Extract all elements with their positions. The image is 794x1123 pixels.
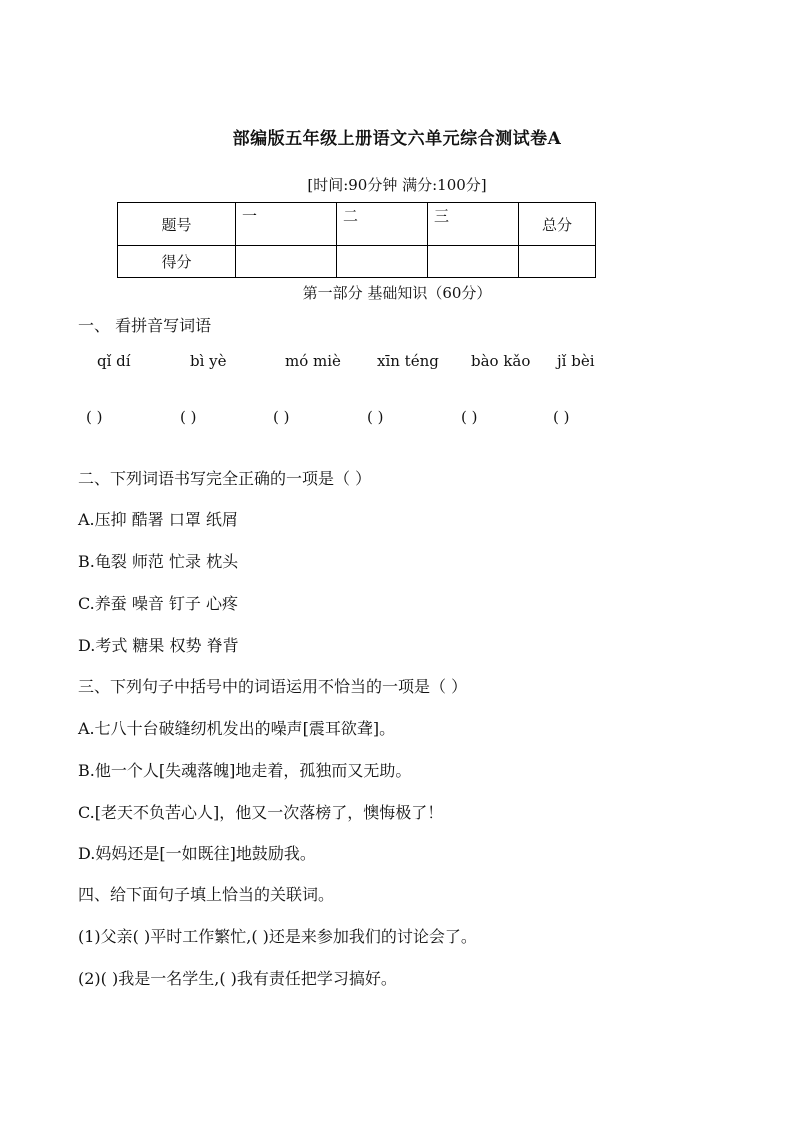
page-title: 部编版五年级上册语文六单元综合测试卷A — [232, 129, 562, 149]
question-3-option: D.妈妈还是[一如既往]地鼓励我。 — [78, 844, 316, 863]
answer-blank[interactable]: ( ) — [553, 408, 570, 426]
pinyin-item: mó miè — [285, 352, 341, 370]
answer-blank[interactable]: ( ) — [367, 408, 384, 426]
question-4-item: (2)( )我是一名学生,( )我有责任把学习搞好。 — [78, 969, 397, 988]
answer-blank[interactable]: ( ) — [273, 408, 290, 426]
score-table-header-3: 三 — [428, 203, 519, 246]
question-2-option: C.养蚕 噪音 钉子 心疼 — [78, 594, 239, 613]
question-4-heading: 四、给下面句子填上恰当的关联词。 — [78, 885, 335, 904]
question-2-option: A.压抑 酷署 口罩 纸屑 — [78, 510, 238, 529]
score-table-row-label: 得分 — [118, 246, 236, 278]
score-table-header-label: 题号 — [118, 203, 236, 246]
answer-blank[interactable]: ( ) — [180, 408, 197, 426]
pinyin-item: jǐ bèi — [557, 352, 595, 370]
score-cell-3[interactable] — [428, 246, 519, 278]
score-cell-2[interactable] — [337, 246, 428, 278]
question-1-heading: 一、 看拼音写词语 — [78, 316, 212, 335]
question-2-heading: 二、下列词语书写完全正确的一项是（ ） — [78, 469, 372, 488]
section-heading: 第一部分 基础知识（60分） — [302, 284, 492, 302]
question-3-option: A.七八十台破缝纫机发出的噪声[震耳欲聋]。 — [78, 719, 396, 738]
answer-blank[interactable]: ( ) — [461, 408, 478, 426]
pinyin-item: bì yè — [190, 352, 227, 370]
score-cell-total[interactable] — [519, 246, 596, 278]
score-table — [117, 202, 596, 278]
question-3-option: B.他一个人[失魂落魄]地走着，孤独而又无助。 — [78, 761, 412, 780]
question-2-option: D.考式 糖果 权势 脊背 — [78, 636, 239, 655]
pinyin-item: bào kǎo — [471, 352, 531, 370]
pinyin-item: qǐ dí — [97, 352, 131, 370]
question-3-option: C.[老天不负苦心人]，他又一次落榜了，懊悔极了！ — [78, 803, 444, 822]
answer-blank[interactable]: ( ) — [86, 408, 103, 426]
pinyin-item: xīn téng — [377, 352, 439, 370]
question-3-heading: 三、下列句子中括号中的词语运用不恰当的一项是（ ） — [78, 677, 468, 696]
score-table-header-1: 一 — [236, 203, 337, 246]
question-4-item: (1)父亲( )平时工作繁忙,( )还是来参加我们的讨论会了。 — [78, 927, 477, 946]
score-cell-1[interactable] — [236, 246, 337, 278]
score-table-header-total: 总分 — [519, 203, 596, 246]
score-table-header-2: 二 — [337, 203, 428, 246]
exam-meta: [时间:90分钟 满分:100分] — [307, 176, 487, 194]
question-2-option: B.龟裂 师范 忙录 枕头 — [78, 552, 239, 571]
